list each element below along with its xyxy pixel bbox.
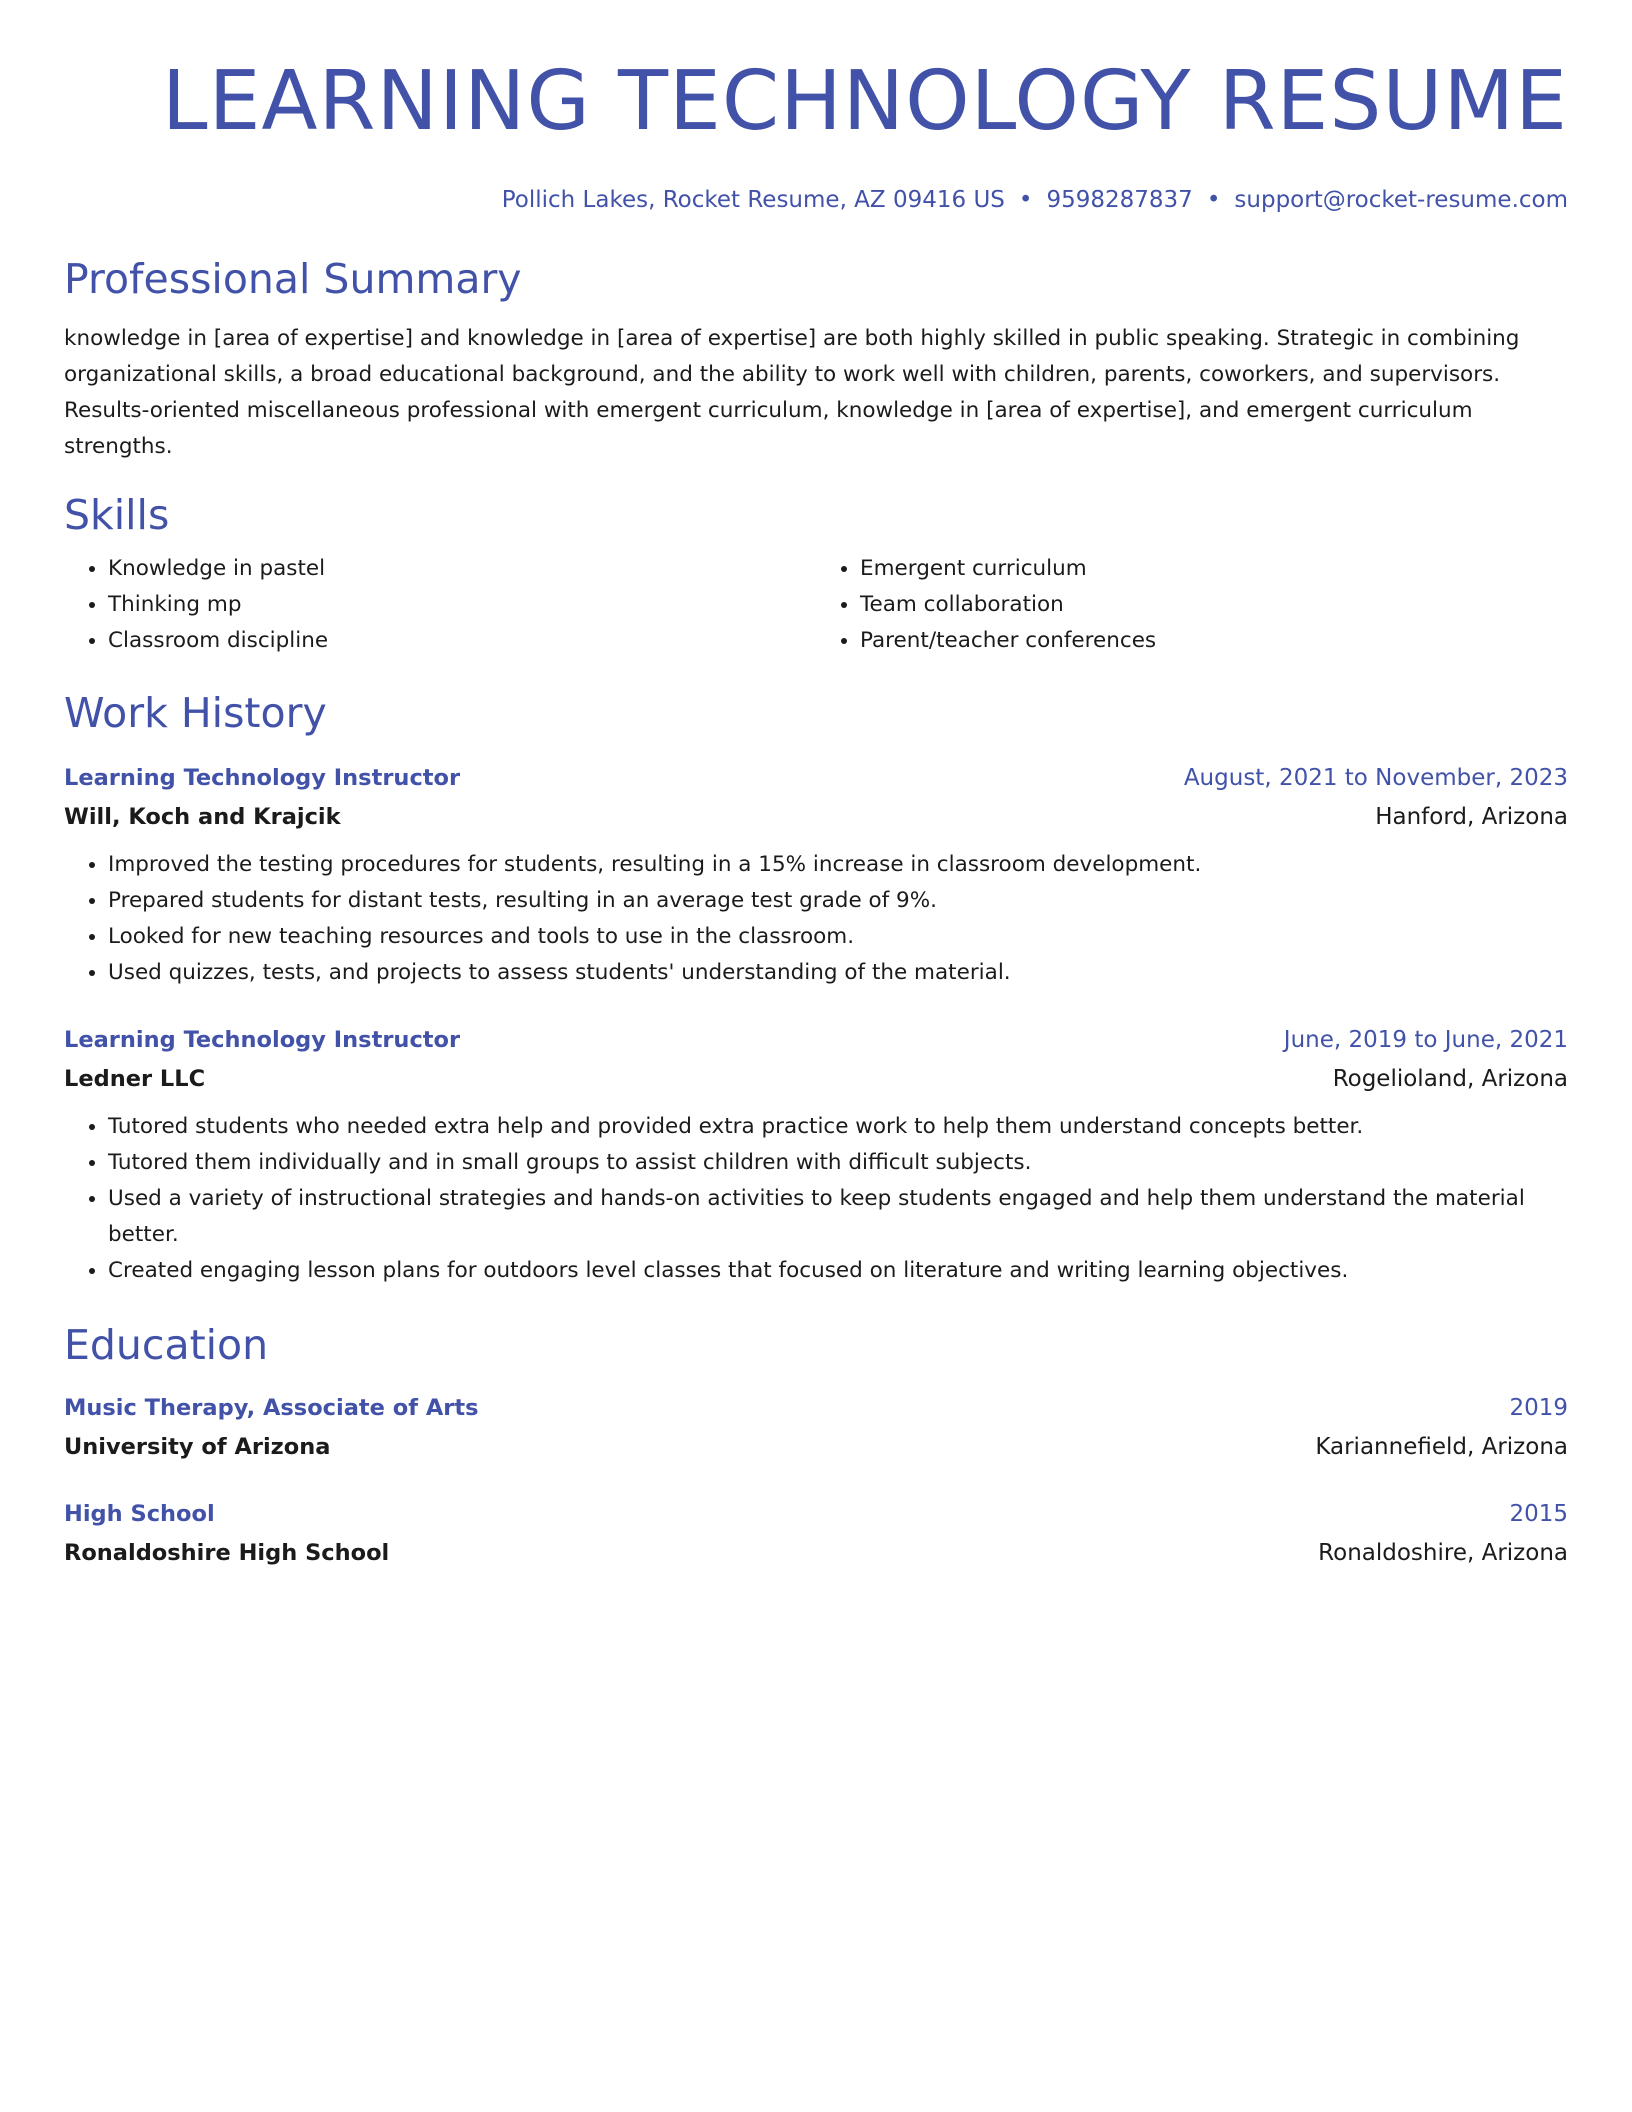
education-entry [64, 1389, 1568, 1467]
education-degree-row [64, 1495, 1568, 1533]
skill-item: • Emergent curriculum [860, 551, 1568, 587]
job-header-row [64, 759, 1568, 797]
work-history-heading: Work History [64, 689, 327, 737]
education-year: 2015 [1509, 1501, 1568, 1527]
job-bullets [64, 847, 1568, 991]
contact-email: support@rocket-resume.com [1234, 187, 1568, 213]
job-bullet: • Tutored students who needed extra help and provided extra practice work to help them understand concepts better. [108, 1109, 1568, 1145]
skill-item: • Parent/teacher conferences [860, 623, 1568, 659]
resume-header [64, 52, 1568, 216]
job-bullet: • Prepared students for distant tests, resulting in an average test grade of 9%. [108, 883, 1568, 919]
job-company: Will, Koch and Krajcik [64, 804, 341, 830]
job-location: Hanford, Arizona [1375, 804, 1568, 830]
job-bullet: • Looked for new teaching resources and tools to use in the classroom. [108, 919, 1568, 955]
job-company-row [64, 797, 1568, 837]
education-school: University of Arizona [64, 1434, 331, 1460]
education-entry [64, 1495, 1568, 1573]
skills-column-left [64, 551, 816, 659]
education-location: Kariannefield, Arizona [1315, 1434, 1568, 1460]
education-school-row [64, 1533, 1568, 1573]
skills-heading: Skills [64, 491, 170, 539]
skills-list [64, 551, 1568, 659]
job-bullets [64, 1109, 1568, 1289]
skills-column-right [816, 551, 1568, 659]
job-company-row [64, 1059, 1568, 1099]
job-location: Rogelioland, Arizona [1332, 1066, 1568, 1092]
job-bullet: • Used a variety of instructional strategies and hands-on activities to keep students engaged and help them understand the material better. [108, 1181, 1568, 1253]
education-location: Ronaldoshire, Arizona [1318, 1540, 1568, 1566]
summary-heading: Professional Summary [64, 255, 522, 303]
contact-separator: • [1018, 187, 1033, 213]
job-entry [64, 759, 1568, 991]
job-entry [64, 1021, 1568, 1289]
job-bullet: • Tutored them individually and in small groups to assist children with difficult subjects. [108, 1145, 1568, 1181]
job-company: Ledner LLC [64, 1066, 206, 1092]
skill-item: • Knowledge in pastel [108, 551, 816, 587]
education-heading: Education [64, 1321, 269, 1369]
contact-address: Pollich Lakes, Rocket Resume, AZ 09416 US [501, 187, 1005, 213]
job-bullet: • Improved the testing procedures for students, resulting in a 15% increase in classroom development. [108, 847, 1568, 883]
job-dates: June, 2019 to June, 2021 [1283, 1027, 1568, 1053]
education-degree: Music Therapy, Associate of Arts [64, 1395, 479, 1421]
skill-item: • Classroom discipline [108, 623, 816, 659]
job-header-row [64, 1021, 1568, 1059]
education-degree-row [64, 1389, 1568, 1427]
job-dates: August, 2021 to November, 2023 [1183, 765, 1568, 791]
education-school: Ronaldoshire High School [64, 1540, 390, 1566]
contact-separator: • [1206, 187, 1221, 213]
resume-title: LEARNING TECHNOLOGY RESUME [161, 54, 1568, 149]
job-role: Learning Technology Instructor [64, 1027, 461, 1053]
contact-line [64, 184, 1568, 216]
job-role: Learning Technology Instructor [64, 765, 461, 791]
skill-item: • Team collaboration [860, 587, 1568, 623]
summary-text: knowledge in [area of expertise] and knowledge in [area of expertise] are both highly skilled in public speaking. Strategic in combining organizational skills, a broad educational background, and the ability to work well with children, parents, coworkers, and supervisors. Results-oriented miscellaneous professional with emergent curriculum, knowledge in [area of expertise], and emergent curriculum strengths. [64, 326, 1520, 459]
skill-item: • Thinking mp [108, 587, 816, 623]
contact-phone: 9598287837 [1046, 187, 1193, 213]
education-school-row [64, 1427, 1568, 1467]
job-bullet: • Created engaging lesson plans for outdoors level classes that focused on literature and writing learning objectives. [108, 1253, 1568, 1289]
job-bullet: • Used quizzes, tests, and projects to assess students' understanding of the material. [108, 955, 1568, 991]
education-degree: High School [64, 1501, 215, 1527]
education-year: 2019 [1509, 1395, 1568, 1421]
